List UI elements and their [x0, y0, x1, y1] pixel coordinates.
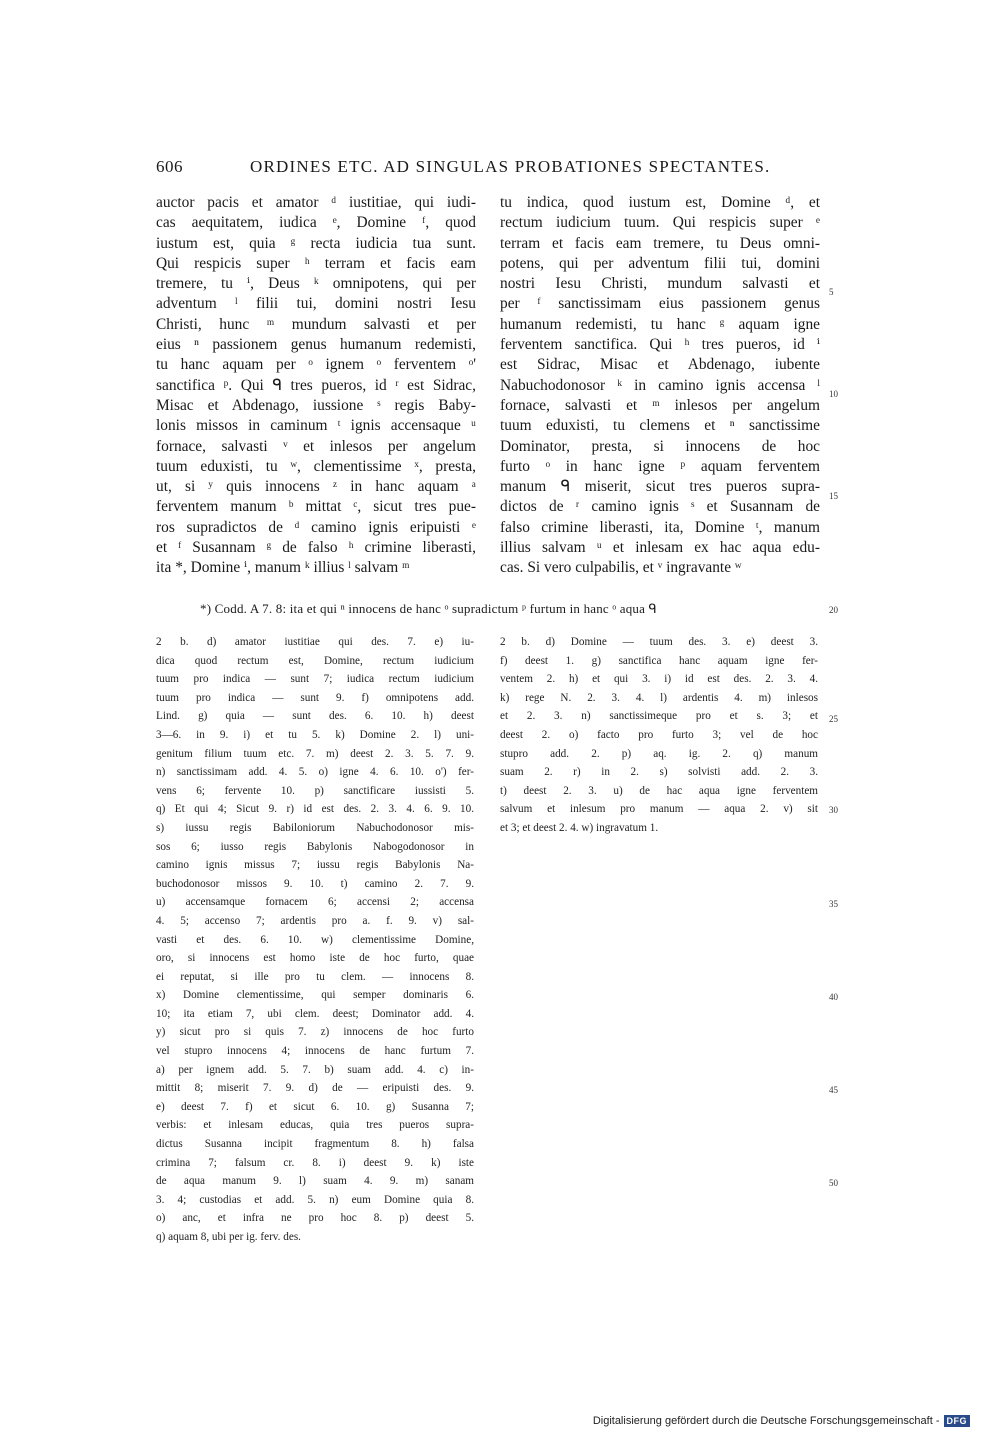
text-line: falso crimine liberasti, ita, Domine ᵗ, manum: [500, 518, 820, 536]
text-line: humanum redemisti, tu hanc ᵍ aquam igne: [500, 315, 820, 333]
apparatus-line: salvum et inlesum pro manum — aqua 2. v) sit: [500, 803, 818, 816]
running-head: ORDINES ETC. AD SINGULAS PROBATIONES SPECTANTES.: [250, 157, 771, 176]
text-line: fornace, salvasti et ᵐ inlesos per angelum: [500, 396, 820, 414]
apparatus-line: oro, si innocens est homo iste de hoc furto, quae: [156, 952, 474, 965]
apparatus-line: x) Domine clementissime, qui semper dominaris 6.: [156, 989, 474, 1002]
text-line: tuum eduxisti, tu clemens et ⁿ sanctissime: [500, 417, 820, 435]
text-line: auctor pacis et amator ᵈ iustitiae, qui iudi-: [156, 194, 476, 211]
apparatus-line: s) iussu regis Babiloniorum Nabuchodonosor mis-: [156, 821, 474, 834]
apparatus-line: ei reputat, si ille pro tu clem. — innocens 8.: [156, 970, 474, 983]
line-number: 50: [829, 1178, 838, 1188]
text-line: cas. Si vero culpabilis, et ᵛ ingravante ʷ: [500, 559, 742, 577]
text-line: manum ᑫ miserit, sicut tres pueros supra-: [500, 478, 820, 496]
star-footnote: *) Codd. A 7. 8: ita et qui ⁿ innocens de hanc ᵒ supradictum ᵖ furtum in hanc ᵒ aqua ᑫ: [200, 601, 657, 616]
text-line: tuum eduxisti, tu ʷ, clementissime ˣ, presta,: [156, 457, 476, 475]
text-line: terram et facis eam tremere, tu Deus omni-: [500, 234, 820, 252]
text-line: potens, qui per adventum filii tui, domini: [500, 254, 820, 272]
apparatus-line: y) sicut pro si quis 7. z) innocens de hoc furto: [156, 1026, 474, 1039]
apparatus-line: 3—6. in 9. i) et tu 5. k) Domine 2. l) uni-: [156, 728, 474, 741]
apparatus-line: buchodonosor missos 9. 10. t) camino 2. 7. 9.: [156, 877, 474, 890]
apparatus-line: de aqua manum 9. l) suam 4. 9. m) sanam: [156, 1175, 474, 1188]
apparatus-line: Lind. g) quia — sunt des. 6. 10. h) deest: [156, 710, 474, 723]
apparatus-line: dica quod rectum est, Domine, rectum iudicium: [156, 654, 474, 667]
text-line: fornace, salvasti ᵛ et inlesos per angelum: [156, 437, 476, 455]
apparatus-line: 4. 5; accenso 7; ardentis pro a. f. 9. v) sal-: [156, 914, 474, 927]
text-line: cas aequitatem, iudica ᵉ, Domine ᶠ, quod: [156, 214, 476, 232]
apparatus-line: suam 2. r) in 2. s) solvisti add. 2. 3.: [500, 766, 818, 779]
apparatus-line: tuum pro indica — sunt 9. f) omnipotens add.: [156, 691, 474, 704]
apparatus-line: 10; ita etiam 7, ubi clem. deest; Dominator add. 4.: [156, 1007, 474, 1020]
page-number: 606: [156, 157, 183, 176]
apparatus-line: mittit 8; miserit 7. 9. d) de — eripuisti des. 9.: [156, 1082, 474, 1095]
apparatus-line: u) accensamque fornacem 6; accensi 2; accensa: [156, 896, 474, 909]
apparatus-line: a) per ignem add. 5. 7. b) suam add. 4. c) in-: [156, 1063, 474, 1076]
text-line: ros supradictos de ᵈ camino ignis eripuisti ᵉ: [156, 518, 476, 536]
apparatus-line: vens 6; fervente 10. p) sanctificare iussisti 5.: [156, 784, 474, 797]
text-line: ut, si ʸ quis innocens ᶻ in hanc aquam ᵃ: [156, 478, 476, 496]
apparatus-line: dictus Susanna incipit fragmentum 8. h) falsa: [156, 1138, 474, 1151]
apparatus-line: et 2. 3. n) sanctissimeque pro et s. 3; et: [500, 710, 818, 723]
text-line: ita *, Domine ⁱ, manum ᵏ illius ˡ salvam ᵐ: [156, 559, 410, 577]
text-line: tu hanc aquam per ᵒ ignem ᵒ ferventem ᵒ': [156, 356, 476, 374]
text-line: iustum est, quia ᵍ recta iudicia tua sunt.: [156, 234, 476, 252]
text-line: Dominator, presta, si innocens de hoc: [500, 437, 820, 455]
apparatus-line: o) anc, et infra ne pro hoc 8. p) deest 5.: [156, 1212, 474, 1225]
text-line: tu indica, quod iustum est, Domine ᵈ, et: [500, 194, 820, 211]
text-line: ferventem manum ᵇ mittat ᶜ, sicut tres pue-: [156, 498, 476, 516]
text-line: Nabuchodonosor ᵏ in camino ignis accensa ˡ: [500, 376, 820, 394]
line-number: 30: [829, 805, 838, 815]
apparatus-line: e) deest 7. f) et sicut 6. 10. g) Susanna 7;: [156, 1100, 474, 1113]
apparatus-line: genitum filium tuum etc. 7. m) deest 2. 3. 5. 7. 9.: [156, 747, 474, 760]
main-text-left-column: [156, 193, 476, 579]
credit-text: Digitalisierung gefördert durch die Deutsche Forschungsgemeinschaft -: [592, 1415, 940, 1427]
apparatus-line: ventem 2. h) et qui 3. i) id est des. 2. 3. 4.: [500, 673, 818, 686]
line-number: 25: [829, 714, 838, 724]
text-line: sanctifica ᵖ. Qui ᑫ tres pueros, id ʳ est Sidrac,: [156, 376, 476, 394]
apparatus-line: k) rege N. 2. 3. 4. l) ardentis 4. m) inlesos: [500, 691, 818, 704]
text-line: ferventem sanctifica. Qui ʰ tres pueros, id ⁱ: [500, 336, 820, 354]
text-line: eius ⁿ passionem genus humanum redemisti,: [156, 336, 476, 354]
text-line: Qui respicis super ʰ terram et facis eam: [156, 254, 476, 272]
critical-apparatus-left: [156, 633, 474, 1247]
apparatus-line: tuum pro indica — sunt 7; iudica rectum iudicium: [156, 673, 474, 686]
apparatus-line: 3. 4; custodias et add. 5. n) eum Domine quia 8.: [156, 1193, 474, 1206]
apparatus-line: et 3; et deest 2. 4. w) ingravatum 1.: [500, 821, 659, 834]
text-line: tremere, tu ⁱ, Deus ᵏ omnipotens, qui per: [156, 275, 476, 293]
apparatus-line: vel stupro innocens 4; innocens de hanc furtum 7.: [156, 1045, 474, 1058]
line-number: 20: [829, 605, 838, 615]
text-line: adventum ˡ filii tui, domini nostri Iesu: [156, 295, 476, 313]
line-number: 5: [829, 287, 834, 297]
line-number: 15: [829, 491, 838, 501]
text-line: dictos de ʳ camino ignis ˢ et Susannam de: [500, 498, 820, 516]
critical-apparatus-right: [500, 633, 818, 838]
apparatus-line: deest 2. o) facto pro furto 3; vel de hoc: [500, 728, 818, 741]
line-number: 45: [829, 1085, 838, 1095]
apparatus-line: q) aquam 8, ubi per ig. ferv. des.: [156, 1231, 301, 1243]
text-line: et ᶠ Susannam ᵍ de falso ʰ crimine liberasti,: [156, 539, 476, 557]
digitization-credit: [593, 1415, 970, 1427]
line-number: 40: [829, 992, 838, 1002]
dfg-logo: DFG: [944, 1415, 971, 1427]
text-line: Misac et Abdenago, iussione ˢ regis Baby-: [156, 396, 476, 414]
apparatus-line: 2 b. d) amator iustitiae qui des. 7. e) iu-: [156, 636, 474, 648]
text-line: per ᶠ sanctissimam eius passionem genus: [500, 295, 820, 313]
apparatus-line: crimina 7; falsum cr. 8. i) deest 9. k) iste: [156, 1156, 474, 1169]
text-line: Christi, hunc ᵐ mundum salvasti et per: [156, 315, 476, 333]
main-text-right-column: [500, 193, 820, 579]
text-line: nostri Iesu Christi, mundum salvasti et: [500, 275, 820, 293]
apparatus-line: 2 b. d) Domine — tuum des. 3. e) deest 3.: [500, 636, 818, 648]
line-number: 10: [829, 389, 838, 399]
apparatus-line: vasti et des. 6. 10. w) clementissime Domine,: [156, 933, 474, 946]
text-line: furto ᵒ in hanc igne ᵖ aquam ferventem: [500, 457, 820, 475]
text-line: lonis missos in caminum ᵗ ignis accensaque ᵘ: [156, 417, 476, 435]
text-line: est Sidrac, Misac et Abdenago, iubente: [500, 356, 820, 374]
apparatus-line: t) deest 2. 3. u) de hac aqua igne ferventem: [500, 784, 818, 797]
apparatus-line: f) deest 1. g) sanctifica hanc aquam igne fer-: [500, 654, 818, 667]
apparatus-line: sos 6; iusso regis Babylonis Nabogodonosor in: [156, 840, 474, 853]
apparatus-line: n) sanctissimam add. 4. 5. o) igne 4. 6. 10. o') fer-: [156, 766, 474, 779]
text-line: illius salvam ᵘ et inlesam ex hac aqua edu-: [500, 539, 820, 557]
line-number: 35: [829, 899, 838, 909]
text-line: rectum iudicium tuum. Qui respicis super ᵉ: [500, 214, 820, 232]
apparatus-line: verbis: et inlesam educas, quia tres pueros supra-: [156, 1119, 474, 1132]
apparatus-line: q) Et qui 4; Sicut 9. r) id est des. 2. 3. 4. 6. 9. 10.: [156, 803, 474, 816]
apparatus-line: stupro add. 2. p) aq. ig. 2. q) manum: [500, 747, 818, 760]
apparatus-line: camino ignis missus 7; iussu regis Babylonis Na-: [156, 859, 474, 872]
